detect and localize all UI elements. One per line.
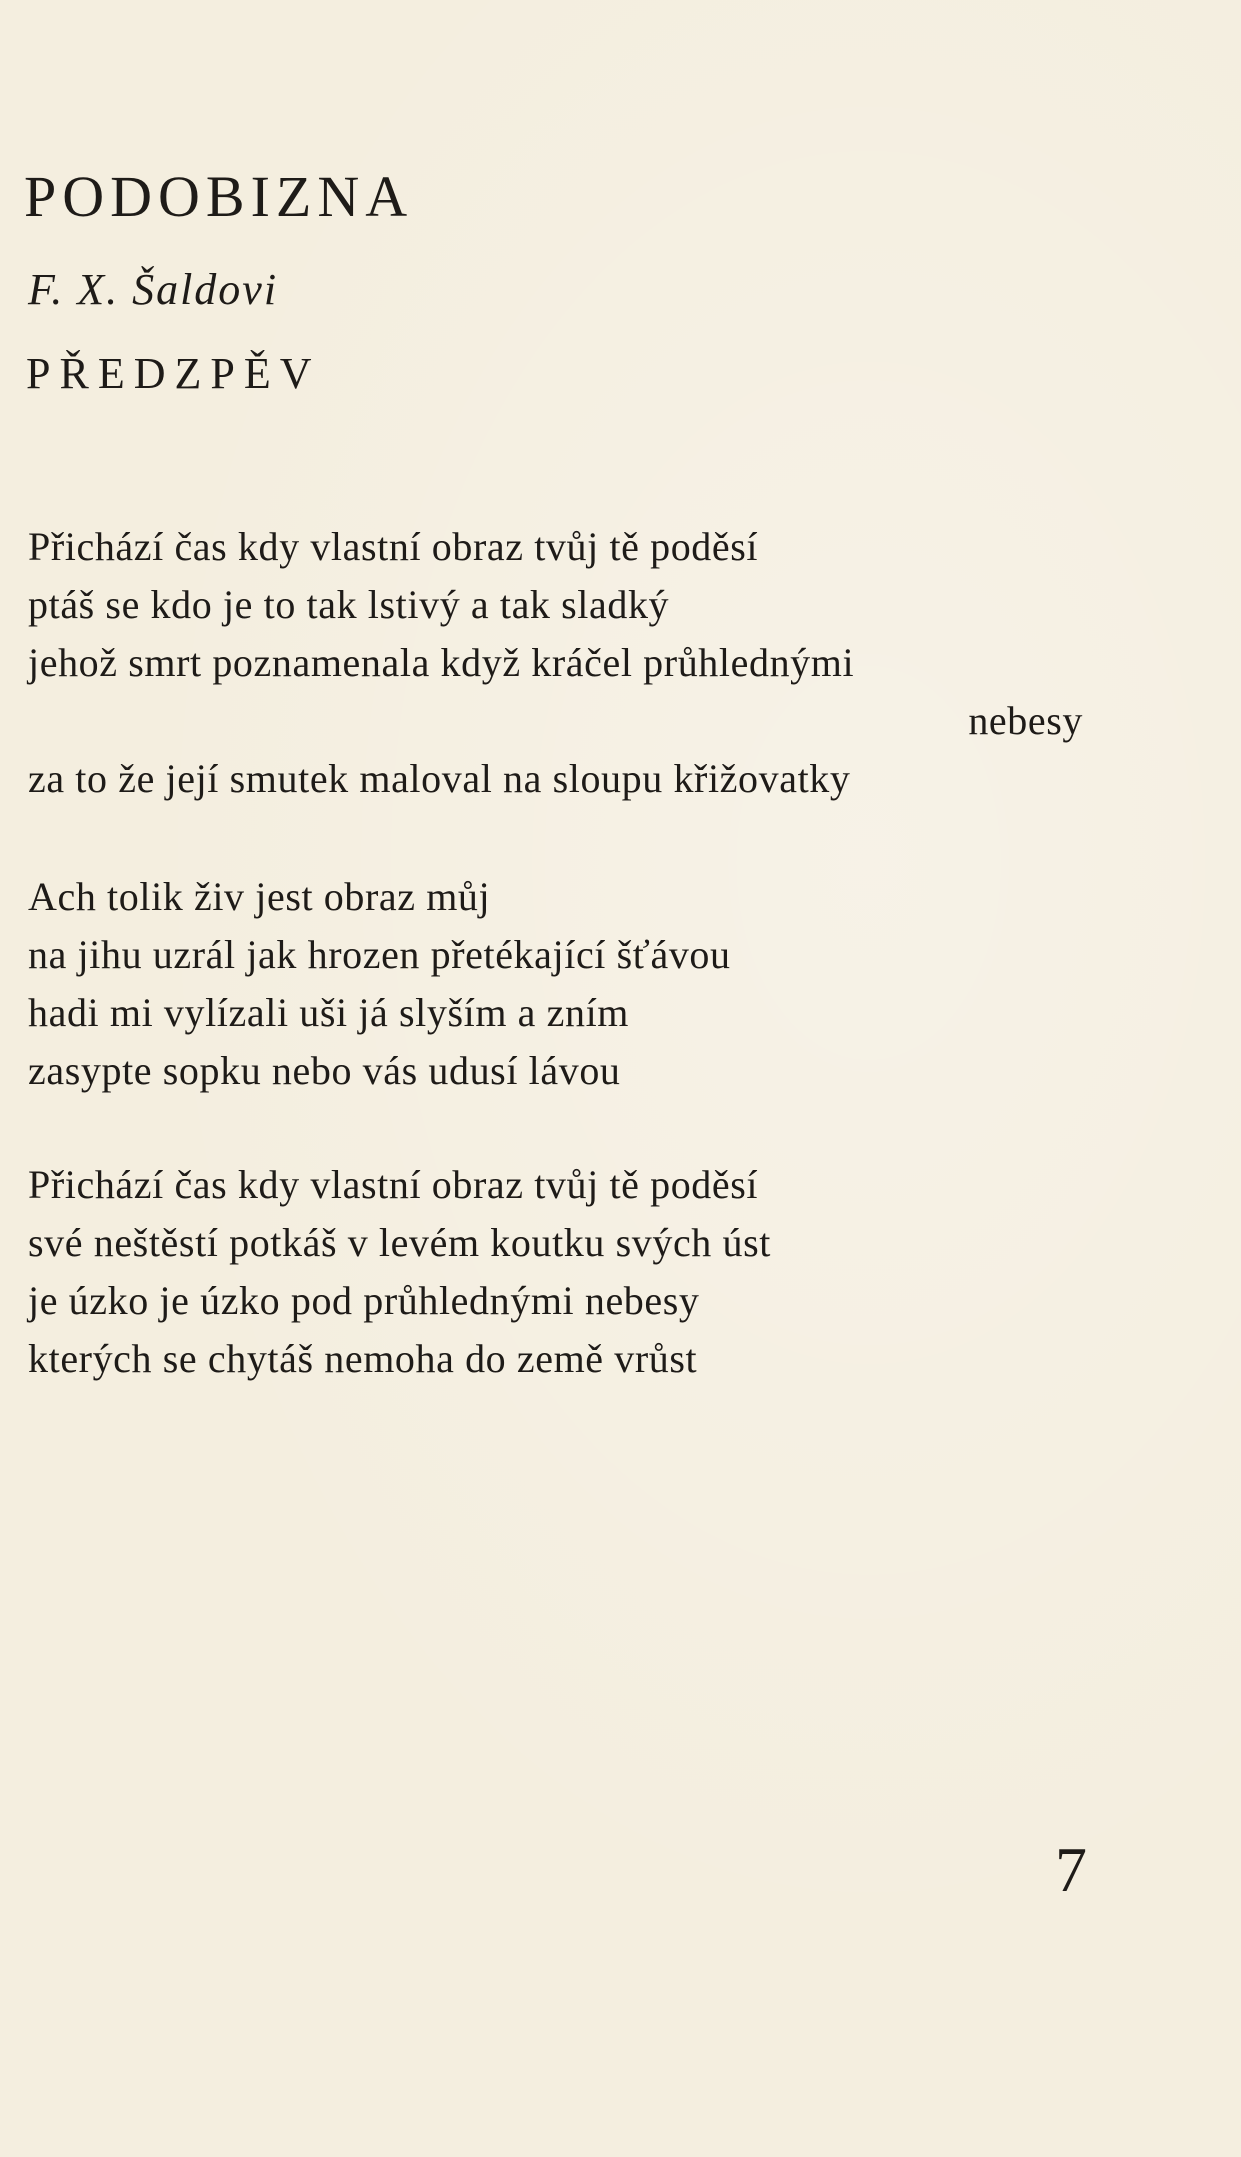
stanza-1 [28,518,1088,808]
verse-line: jehož smrt poznamenala když kráčel průhlednými [28,640,855,685]
verse-line: své neštěstí potkáš v levém koutku svých úst [28,1220,771,1265]
verse-line: za to že její smutek maloval na sloupu křižovatky [28,756,851,801]
verse-line: na jihu uzrál jak hrozen přetékající šťávou [28,932,731,977]
stanza-2 [28,868,1088,1100]
verse-line: Přichází čas kdy vlastní obraz tvůj tě poděsí [28,524,759,569]
verse-line: zasypte sopku nebo vás udusí lávou [28,1048,621,1093]
verse-line: Přichází čas kdy vlastní obraz tvůj tě poděsí [28,1162,759,1207]
verse-line: kterých se chytáš nemoha do země vrůst [28,1336,698,1381]
verse-line-continuation: nebesy [968,698,1083,743]
page-number: 7 [1055,1834,1087,1905]
verse-line: ptáš se kdo je to tak lstivý a tak sladký [28,582,670,627]
verse-line: Ach tolik živ jest obraz můj [28,874,491,919]
section-title: PŘEDZPĚV [26,349,321,398]
verse-line: hadi mi vylízali uši já slyším a zním [28,990,630,1035]
verse-line: je úzko je úzko pod průhlednými nebesy [28,1278,700,1323]
poem-title: PODOBIZNA [24,164,414,229]
dedication: F. X. Šaldovi [28,265,279,314]
stanza-3 [28,1156,1088,1388]
